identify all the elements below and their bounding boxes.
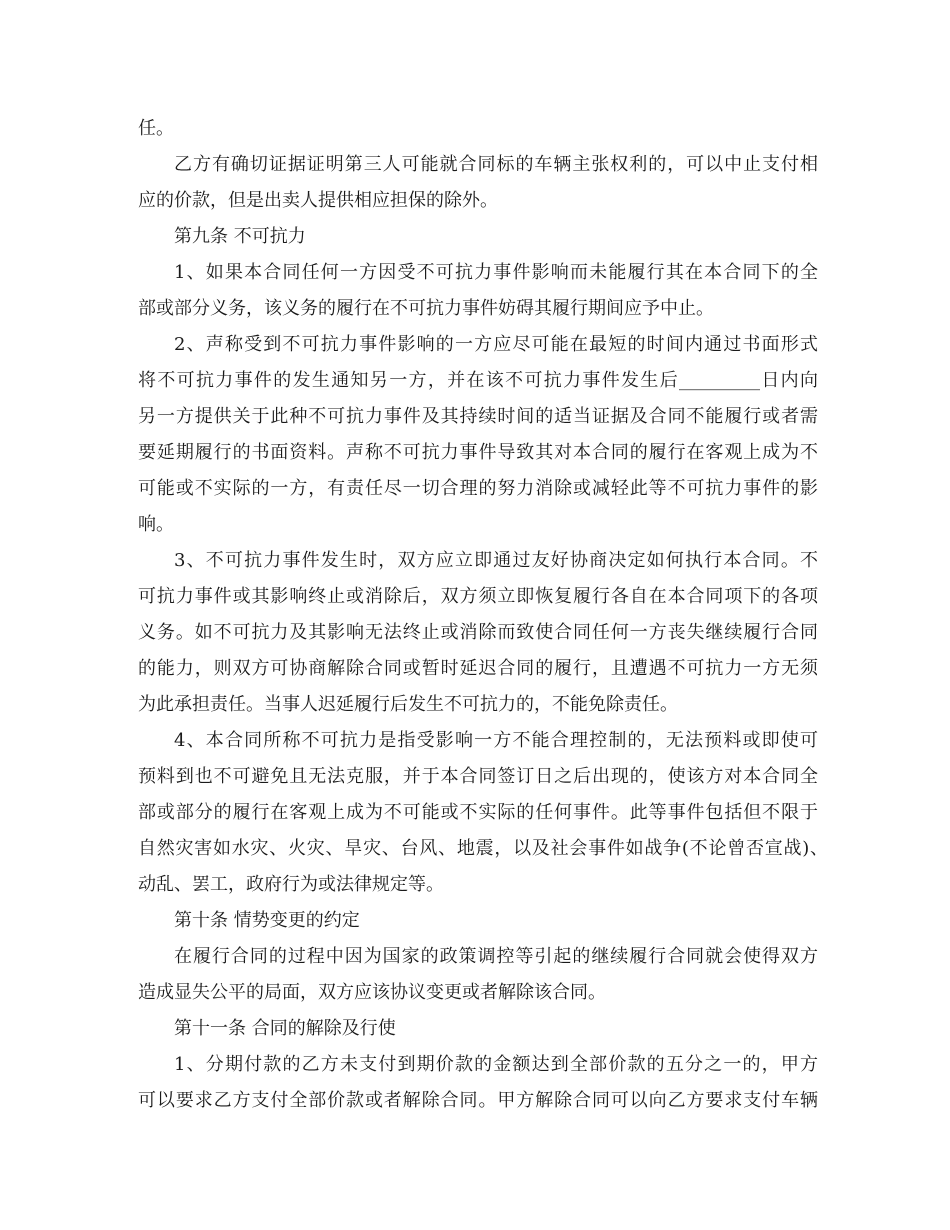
text-line: 4、本合同所称不可抗力是指受影响一方不能合理控制的，无法预料或即使可 (174, 730, 818, 751)
text-line: 可能或不实际的一方，有责任尽一切合理的努力消除或减轻此等不可抗力事件的影 (138, 478, 818, 499)
text-line: 部或部分的履行在客观上成为不可能或不实际的任何事件。此等事件包括但不限于 (138, 802, 818, 823)
text-line: 动乱、罢工，政府行为或法律规定等。 (138, 874, 444, 895)
text-line: 的能力，则双方可协商解除合同或暂时延迟合同的履行，且遭遇不可抗力一方无须 (138, 658, 818, 679)
section-heading: 第九条 不可抗力 (174, 226, 306, 247)
section-heading: 第十条 情势变更的约定 (174, 910, 360, 931)
text-line: 3、不可抗力事件发生时，双方应立即通过友好协商决定如何执行本合同。不 (174, 550, 818, 571)
text-line: 预料到也不可避免且无法克服，并于本合同签订日之后出现的，使该方对本合同全 (138, 766, 818, 787)
text-line: 1、分期付款的乙方未支付到期价款的金额达到全部价款的五分之一的，甲方 (174, 1054, 818, 1075)
text-line: 应的价款，但是出卖人提供相应担保的除外。 (138, 190, 498, 211)
text-line: 可抗力事件或其影响终止或消除后，双方须立即恢复履行各自在本合同项下的各项 (138, 586, 818, 607)
text-line: 将不可抗力事件的发生通知另一方，并在该不可抗力事件发生后_________日内向 (138, 370, 818, 391)
text-line: 1、如果本合同任何一方因受不可抗力事件影响而未能履行其在本合同下的全 (174, 262, 818, 283)
text-line: 自然灾害如水灾、火灾、旱灾、台风、地震，以及社会事件如战争(不论曾否宣战)、 (138, 838, 828, 859)
section-heading: 第十一条 合同的解除及行使 (174, 1018, 396, 1039)
text-line: 部或部分义务，该义务的履行在不可抗力事件妨碍其履行期间应予中止。 (138, 298, 714, 319)
text-line: 2、声称受到不可抗力事件影响的一方应尽可能在最短的时间内通过书面形式 (174, 334, 818, 355)
text-line: 义务。如不可抗力及其影响无法终止或消除而致使合同任何一方丧失继续履行合同 (138, 622, 818, 643)
text-line: 造成显失公平的局面，双方应该协议变更或者解除该合同。 (138, 982, 606, 1003)
text-line: 乙方有确切证据证明第三人可能就合同标的车辆主张权利的，可以中止支付相 (174, 154, 818, 175)
text-line: 任。 (138, 118, 174, 139)
text-line: 响。 (138, 514, 174, 535)
text-line: 要延期履行的书面资料。声称不可抗力事件导致其对本合同的履行在客观上成为不 (138, 442, 818, 463)
text-line: 在履行合同的过程中因为国家的政策调控等引起的继续履行合同就会使得双方 (174, 946, 818, 967)
text-line: 可以要求乙方支付全部价款或者解除合同。甲方解除合同可以向乙方要求支付车辆 (138, 1090, 818, 1111)
text-line: 为此承担责任。当事人迟延履行后发生不可抗力的，不能免除责任。 (138, 694, 678, 715)
text-line: 另一方提供关于此种不可抗力事件及其持续时间的适当证据及合同不能履行或者需 (138, 406, 818, 427)
